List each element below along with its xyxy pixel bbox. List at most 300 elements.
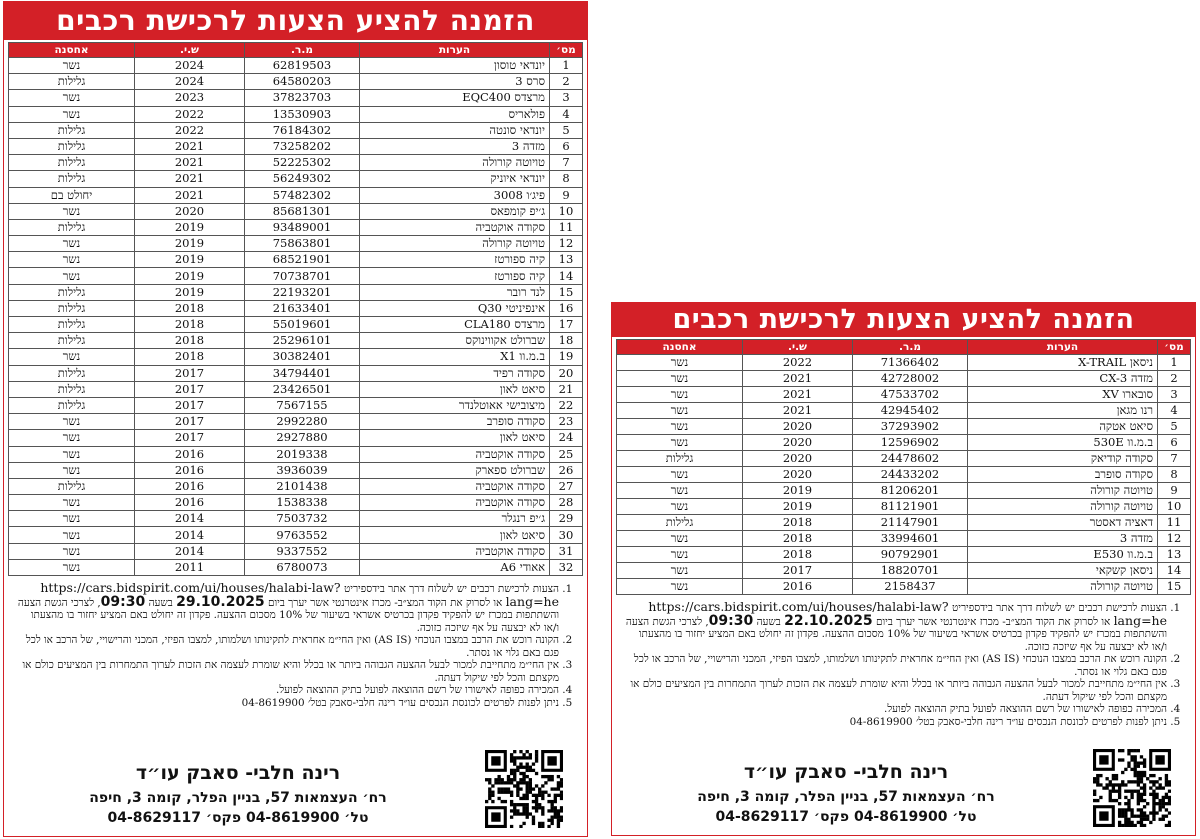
cell-year: 2017 — [135, 365, 245, 381]
cell-year: 2019 — [135, 268, 245, 284]
cell-vehicle: סקודה סופרב — [968, 467, 1158, 483]
cell-vehicle: שברולט אקווינוקס — [360, 333, 550, 349]
cell-storage: גלילות — [9, 122, 135, 138]
table-row — [617, 563, 1191, 579]
cell-plate: 24478602 — [853, 451, 968, 467]
cell-number: 14 — [550, 268, 583, 284]
cell-year: 2018 — [743, 515, 853, 531]
col-notes: הערות — [360, 43, 550, 58]
cell-vehicle: סקודה אוקטביה — [360, 446, 550, 462]
cell-year: 2024 — [135, 74, 245, 90]
cell-number: 2 — [550, 74, 583, 90]
cell-vehicle: ב.מ.וו 530E — [968, 435, 1158, 451]
cell-vehicle: שברולט ספארק — [360, 462, 550, 478]
cell-number: 11 — [550, 219, 583, 235]
cell-vehicle: סקודה רפיד — [360, 365, 550, 381]
cell-plate: 7503732 — [245, 511, 360, 527]
cell-number: 1 — [550, 58, 583, 74]
cell-year: 2014 — [135, 511, 245, 527]
cell-plate: 47533702 — [853, 387, 968, 403]
cell-storage: גלילות — [9, 478, 135, 494]
table-row — [9, 495, 583, 511]
contact-address: רח׳ העצמאות 57, בניין הפלר, קומה 3, חיפה — [89, 790, 387, 806]
table-row — [617, 499, 1191, 515]
cell-number: 2 — [1158, 371, 1191, 387]
cell-storage: נשר — [617, 403, 743, 419]
cell-plate: 55019601 — [245, 317, 360, 333]
ad-footer — [18, 728, 573, 828]
cell-number: 29 — [550, 511, 583, 527]
cell-vehicle: סקודה אוקטביה — [360, 495, 550, 511]
cell-vehicle: סקודה קודיאק — [968, 451, 1158, 467]
ad-title: הזמנה להציע הצעות לרכישת רכבים — [612, 303, 1195, 337]
cell-number: 15 — [550, 284, 583, 300]
cell-vehicle: סיאט אטקה — [968, 419, 1158, 435]
cell-storage: גלילות — [9, 171, 135, 187]
cell-number: 6 — [1158, 435, 1191, 451]
cell-number: 4 — [550, 106, 583, 122]
cell-storage: נשר — [617, 355, 743, 371]
cell-storage: נשר — [9, 58, 135, 74]
cell-storage: נשר — [617, 563, 743, 579]
bidspirit-link[interactable]: https://cars.bidspirit.com/ui/houses/halabi-law?lang=he — [40, 580, 559, 609]
table-row — [617, 419, 1191, 435]
cell-storage: נשר — [9, 543, 135, 559]
cell-year: 2017 — [743, 563, 853, 579]
table-row — [9, 106, 583, 122]
cell-vehicle: מזדה 3 — [360, 138, 550, 154]
contact-block — [636, 761, 1056, 827]
cell-storage: גלילות — [617, 515, 743, 531]
cell-storage: נשר — [617, 371, 743, 387]
cell-vehicle: מזדה CX-3 — [968, 371, 1158, 387]
table-row — [9, 543, 583, 559]
cell-storage: נשר — [9, 236, 135, 252]
cell-vehicle: יונדאי סונטה — [360, 122, 550, 138]
auction-time: 09:30 — [100, 593, 146, 610]
contact-name: רינה חלבי- סאבק עו״ד — [743, 761, 949, 783]
cell-number: 8 — [1158, 467, 1191, 483]
table-row — [9, 219, 583, 235]
cell-vehicle: מיצובישי אאוטלנדר — [360, 397, 550, 413]
auction-date: 29.10.2025 — [176, 593, 265, 610]
cell-plate: 9337552 — [245, 543, 360, 559]
cell-vehicle: ג׳יפ קומפאס — [360, 203, 550, 219]
cell-vehicle: טויוטה קורולה — [360, 155, 550, 171]
cell-plate: 2158437 — [853, 579, 968, 595]
cell-year: 2018 — [135, 300, 245, 316]
cell-vehicle: מרצדס CLA180 — [360, 317, 550, 333]
cell-year: 2019 — [135, 236, 245, 252]
cell-storage: גלילות — [9, 333, 135, 349]
cell-storage: נשר — [9, 90, 135, 106]
cell-storage: נשר — [9, 495, 135, 511]
cell-number: 21 — [550, 381, 583, 397]
cell-year: 2016 — [135, 495, 245, 511]
cell-vehicle: מזדה 3 — [968, 531, 1158, 547]
table-row — [9, 446, 583, 462]
cell-year: 2022 — [743, 355, 853, 371]
vehicles-table — [8, 42, 583, 576]
cell-storage: יחולט בם — [9, 187, 135, 203]
cell-year: 2021 — [135, 155, 245, 171]
cell-year: 2014 — [135, 527, 245, 543]
terms-list — [4, 576, 587, 709]
table-row — [9, 300, 583, 316]
table-row — [9, 268, 583, 284]
cell-plate: 2992280 — [245, 414, 360, 430]
cell-number: 13 — [1158, 547, 1191, 563]
auction-ad-right — [611, 302, 1196, 836]
cell-plate: 90792901 — [853, 547, 968, 563]
table-row — [9, 527, 583, 543]
cell-number: 22 — [550, 397, 583, 413]
cell-year: 2020 — [743, 419, 853, 435]
cell-plate: 81121901 — [853, 499, 968, 515]
cell-plate: 42945402 — [853, 403, 968, 419]
table-row — [617, 531, 1191, 547]
cell-plate: 73258202 — [245, 138, 360, 154]
table-row — [9, 511, 583, 527]
cell-year: 2014 — [135, 543, 245, 559]
contact-address: רח׳ העצמאות 57, בניין הפלר, קומה 3, חיפה — [697, 789, 995, 805]
cell-year: 2018 — [135, 349, 245, 365]
cell-vehicle: טויוטה קורולה — [968, 483, 1158, 499]
cell-plate: 13530903 — [245, 106, 360, 122]
bidspirit-link[interactable]: https://cars.bidspirit.com/ui/houses/halabi-law?lang=he — [648, 599, 1167, 628]
cell-number: 5 — [1158, 419, 1191, 435]
cell-storage: נשר — [9, 462, 135, 478]
cell-number: 20 — [550, 365, 583, 381]
cell-plate: 6780073 — [245, 559, 360, 575]
cell-vehicle: אאודי A6 — [360, 559, 550, 575]
cell-number: 3 — [550, 90, 583, 106]
cell-storage: נשר — [9, 203, 135, 219]
ad-title: הזמנה להציע הצעות לרכישת רכבים — [4, 2, 587, 40]
cell-number: 16 — [550, 300, 583, 316]
cell-year: 2017 — [135, 397, 245, 413]
cell-number: 32 — [550, 559, 583, 575]
table-row — [617, 403, 1191, 419]
cell-plate: 62819503 — [245, 58, 360, 74]
contact-phone: טל׳ 04-8619900 פקס׳ 04-8629117 — [107, 810, 369, 826]
cell-plate: 1538338 — [245, 495, 360, 511]
cell-plate: 33994601 — [853, 531, 968, 547]
table-row — [9, 462, 583, 478]
table-row — [9, 284, 583, 300]
cell-number: 9 — [550, 187, 583, 203]
cell-year: 2021 — [743, 371, 853, 387]
table-row — [617, 387, 1191, 403]
cell-vehicle: מרצדס EQC400 — [360, 90, 550, 106]
cell-plate: 64580203 — [245, 74, 360, 90]
term-3: 3. אין החי״מ מתחייבת למכור לבעל ההצעה הגבוהה ביותר או בכלל והיא שומרת לעצמה את הזכות לערוך התמחרות בין המציעים כולם או מקצתם והכל לפי שיקול דעתה. — [622, 678, 1167, 703]
cell-plate: 9763552 — [245, 527, 360, 543]
cell-year: 2021 — [743, 387, 853, 403]
cell-plate: 2019338 — [245, 446, 360, 462]
term-1: 1. הצעות לרכישת רכבים יש לשלוח דרך אתר בידספיריט https://cars.bidspirit.com/ui/houses/halabi-law?lang=he או לסרוק את הקוד המצ״ב- מכרז אינטרנטי אשר יערך ביום 22.10.2025 בשעה 09:30, לצרכי הגשת הצעה והשתתפות במכרז יש להפקיד פקדון בכרטיס אשראי בשיעור של 10% מסכום ההצעה. פקדון זה יחולט באם המציע יחזור בו מהצעתו ו/או לא יבצעה על אף שיזכה כזוכה. — [622, 601, 1167, 653]
cell-plate: 21147901 — [853, 515, 968, 531]
cell-year: 2020 — [743, 467, 853, 483]
cell-number: 31 — [550, 543, 583, 559]
term-4: 4. המכירה כפופה לאישורו של רשם ההוצאה לפועל בתיק ההוצאה לפועל. — [14, 684, 559, 697]
cell-number: 8 — [550, 171, 583, 187]
cell-year: 2022 — [135, 122, 245, 138]
table-row — [9, 155, 583, 171]
col-number: מס׳ — [1158, 340, 1191, 355]
table-row — [9, 365, 583, 381]
auction-ad-left — [3, 1, 588, 837]
cell-storage: נשר — [617, 547, 743, 563]
cell-year: 2016 — [135, 462, 245, 478]
cell-plate: 12596902 — [853, 435, 968, 451]
cell-plate: 2927880 — [245, 430, 360, 446]
table-row — [617, 467, 1191, 483]
terms-list — [612, 595, 1195, 728]
cell-year: 2020 — [743, 451, 853, 467]
cell-plate: 42728002 — [853, 371, 968, 387]
cell-storage: נשר — [9, 268, 135, 284]
cell-vehicle: פיג׳ו 3008 — [360, 187, 550, 203]
term-4: 4. המכירה כפופה לאישורו של רשם ההוצאה לפועל בתיק ההוצאה לפועל. — [622, 703, 1167, 716]
cell-plate: 23426501 — [245, 381, 360, 397]
cell-storage: גלילות — [617, 451, 743, 467]
cell-vehicle: ניסאן X-TRAIL — [968, 355, 1158, 371]
auction-date: 22.10.2025 — [784, 612, 873, 629]
cell-number: 13 — [550, 252, 583, 268]
cell-number: 25 — [550, 446, 583, 462]
cell-vehicle: סקודה אוקטביה — [360, 543, 550, 559]
cell-year: 2017 — [135, 381, 245, 397]
cell-vehicle: סקודה סופרב — [360, 414, 550, 430]
cell-number: 30 — [550, 527, 583, 543]
cell-number: 12 — [550, 236, 583, 252]
cell-year: 2019 — [135, 284, 245, 300]
table-row — [617, 371, 1191, 387]
table-row — [9, 397, 583, 413]
cell-storage: נשר — [617, 483, 743, 499]
table-row — [9, 58, 583, 74]
cell-vehicle: סרס 3 — [360, 74, 550, 90]
cell-year: 2020 — [743, 435, 853, 451]
cell-number: 15 — [1158, 579, 1191, 595]
cell-plate: 85681301 — [245, 203, 360, 219]
table-row — [9, 252, 583, 268]
cell-year: 2018 — [743, 531, 853, 547]
cell-number: 11 — [1158, 515, 1191, 531]
term-2: 2. הקונה רוכש את הרכב במצבו הנוכחי (AS IS) ואין החי״מ אחראית לתקינותו ושלמותו, למצבו הפיזי, המכני והרישויי, של הרכב או לכל פגם באם גלוי או נסתר. — [14, 634, 559, 659]
cell-storage: גלילות — [9, 365, 135, 381]
cell-storage: נשר — [9, 511, 135, 527]
cell-plate: 68521901 — [245, 252, 360, 268]
cell-vehicle: דאציה דאסטר — [968, 515, 1158, 531]
cell-vehicle: סיאט לאון — [360, 527, 550, 543]
cell-vehicle: רנו מגאן — [968, 403, 1158, 419]
cell-number: 1 — [1158, 355, 1191, 371]
cell-storage: גלילות — [9, 284, 135, 300]
cell-plate: 2101438 — [245, 478, 360, 494]
cell-number: 12 — [1158, 531, 1191, 547]
cell-year: 2021 — [135, 187, 245, 203]
cell-plate: 70738701 — [245, 268, 360, 284]
table-header-row — [617, 340, 1191, 355]
cell-plate: 22193201 — [245, 284, 360, 300]
cell-year: 2019 — [135, 219, 245, 235]
cell-plate: 21633401 — [245, 300, 360, 316]
table-row — [9, 90, 583, 106]
cell-plate: 30382401 — [245, 349, 360, 365]
cell-plate: 76184302 — [245, 122, 360, 138]
cell-vehicle: יונדאי טוסון — [360, 58, 550, 74]
cell-storage: גלילות — [9, 300, 135, 316]
table-row — [9, 349, 583, 365]
cell-vehicle: ניסאן קשקאי — [968, 563, 1158, 579]
col-storage: אחסנה — [617, 340, 743, 355]
table-row — [617, 435, 1191, 451]
col-year: ש.י. — [743, 340, 853, 355]
cell-plate: 7567155 — [245, 397, 360, 413]
contact-name: רינה חלבי- סאבק עו״ד — [135, 762, 341, 784]
table-header-row — [9, 43, 583, 58]
cell-vehicle: ג׳יפ רנגלר — [360, 511, 550, 527]
cell-vehicle: ב.מ.וו X1 — [360, 349, 550, 365]
contact-block — [28, 762, 448, 828]
cell-plate: 24433202 — [853, 467, 968, 483]
cell-plate: 56249302 — [245, 171, 360, 187]
cell-storage: גלילות — [9, 219, 135, 235]
cell-year: 2016 — [743, 579, 853, 595]
cell-plate: 52225302 — [245, 155, 360, 171]
cell-storage: נשר — [9, 559, 135, 575]
cell-plate: 57482302 — [245, 187, 360, 203]
table-body — [617, 355, 1191, 595]
cell-year: 2019 — [743, 483, 853, 499]
cell-storage: נשר — [617, 467, 743, 483]
term-5: 5. ניתן לפנות לפרטים לכונסת הנכסים עו״ד רינה חלבי-סאבק בטל׳ 04-8619900 — [14, 697, 559, 710]
cell-year: 2018 — [135, 317, 245, 333]
cell-vehicle: טויוטה קורולה — [360, 236, 550, 252]
cell-storage: נשר — [617, 387, 743, 403]
cell-plate: 93489001 — [245, 219, 360, 235]
col-notes: הערות — [968, 340, 1158, 355]
cell-storage: נשר — [9, 446, 135, 462]
term-3: 3. אין החי״מ מתחייבת למכור לבעל ההצעה הגבוהה ביותר או בכלל והיא שומרת לעצמה את הזכות לערוך התמחרות בין המציעים כולם או מקצתם והכל לפי שיקול דעתה. — [14, 659, 559, 684]
cell-number: 19 — [550, 349, 583, 365]
qr-code-icon[interactable] — [1093, 749, 1171, 827]
term-1: 1. הצעות לרכישת רכבים יש לשלוח דרך אתר בידספיריט https://cars.bidspirit.com/ui/houses/halabi-law?lang=he או לסרוק את הקוד המצ״ב- מכרז אינטרנטי אשר יערך ביום 29.10.2025 בשעה 09:30, לצרכי הגשת הצעה והשתתפות במכרז יש להפקיד פקדון בכרטיס אשראי בשיעור של 10% מסכום ההצעה. פקדון זה יחולט באם המציע יחזור בו מהצעתו ו/או לא יבצעה על אף שיזכה כזוכה. — [14, 582, 559, 634]
cell-vehicle: קיה ספורטז — [360, 252, 550, 268]
col-storage: אחסנה — [9, 43, 135, 58]
auction-time: 09:30 — [708, 612, 754, 629]
cell-number: 7 — [1158, 451, 1191, 467]
cell-year: 2018 — [135, 333, 245, 349]
vehicles-table — [616, 339, 1191, 595]
cell-plate: 18820701 — [853, 563, 968, 579]
cell-vehicle: פולאריס — [360, 106, 550, 122]
cell-number: 6 — [550, 138, 583, 154]
cell-storage: נשר — [9, 527, 135, 543]
cell-vehicle: סקודה אוקטביה — [360, 478, 550, 494]
table-row — [9, 122, 583, 138]
table-row — [9, 430, 583, 446]
table-row — [9, 414, 583, 430]
cell-year: 2020 — [135, 203, 245, 219]
cell-storage: גלילות — [9, 317, 135, 333]
table-row — [9, 74, 583, 90]
ad-footer — [626, 727, 1181, 827]
cell-year: 2016 — [135, 478, 245, 494]
cell-storage: נשר — [617, 579, 743, 595]
col-year: ש.י. — [135, 43, 245, 58]
cell-year: 2018 — [743, 547, 853, 563]
table-body — [9, 58, 583, 576]
cell-year: 2022 — [135, 106, 245, 122]
cell-storage: נשר — [9, 106, 135, 122]
cell-number: 9 — [1158, 483, 1191, 499]
cell-plate: 75863801 — [245, 236, 360, 252]
cell-plate: 37293902 — [853, 419, 968, 435]
cell-number: 23 — [550, 414, 583, 430]
cell-number: 24 — [550, 430, 583, 446]
cell-plate: 3936039 — [245, 462, 360, 478]
cell-number: 5 — [550, 122, 583, 138]
cell-storage: גלילות — [9, 74, 135, 90]
cell-storage: גלילות — [9, 397, 135, 413]
cell-storage: נשר — [9, 252, 135, 268]
cell-plate: 37823703 — [245, 90, 360, 106]
term-2: 2. הקונה רוכש את הרכב במצבו הנוכחי (AS IS) ואין החי״מ אחראית לתקינותו ושלמותו, למצבו הפיזי, המכני והרישויי, של הרכב או לכל פגם באם גלוי או נסתר. — [622, 653, 1167, 678]
table-row — [9, 187, 583, 203]
table-row — [9, 317, 583, 333]
cell-storage: נשר — [617, 419, 743, 435]
cell-number: 4 — [1158, 403, 1191, 419]
table-row — [9, 478, 583, 494]
cell-plate: 71366402 — [853, 355, 968, 371]
cell-vehicle: טויוטה קורולה — [968, 499, 1158, 515]
cell-number: 26 — [550, 462, 583, 478]
qr-code-icon[interactable] — [485, 750, 563, 828]
cell-number: 28 — [550, 495, 583, 511]
cell-vehicle: קיה ספורטז — [360, 268, 550, 284]
cell-storage: נשר — [9, 414, 135, 430]
cell-year: 2021 — [135, 138, 245, 154]
term-5: 5. ניתן לפנות לפרטים לכונסת הנכסים עו״ד רינה חלבי-סאבק בטל׳ 04-8619900 — [622, 716, 1167, 729]
cell-plate: 34794401 — [245, 365, 360, 381]
table-row — [9, 559, 583, 575]
cell-vehicle: יונדאי איוניק — [360, 171, 550, 187]
cell-storage: נשר — [617, 435, 743, 451]
cell-vehicle: אינפיניטי Q30 — [360, 300, 550, 316]
col-plate: מ.ר. — [245, 43, 360, 58]
cell-year: 2017 — [135, 430, 245, 446]
contact-phone: טל׳ 04-8619900 פקס׳ 04-8629117 — [715, 809, 977, 825]
cell-number: 27 — [550, 478, 583, 494]
cell-plate: 81206201 — [853, 483, 968, 499]
cell-storage: נשר — [617, 499, 743, 515]
col-number: מס׳ — [550, 43, 583, 58]
cell-year: 2011 — [135, 559, 245, 575]
cell-storage: גלילות — [9, 138, 135, 154]
cell-storage: גלילות — [9, 381, 135, 397]
table-row — [9, 138, 583, 154]
table-row — [9, 171, 583, 187]
table-row — [9, 236, 583, 252]
cell-vehicle: לנד רובר — [360, 284, 550, 300]
table-row — [9, 203, 583, 219]
table-row — [617, 579, 1191, 595]
cell-number: 17 — [550, 317, 583, 333]
cell-vehicle: סובארו XV — [968, 387, 1158, 403]
